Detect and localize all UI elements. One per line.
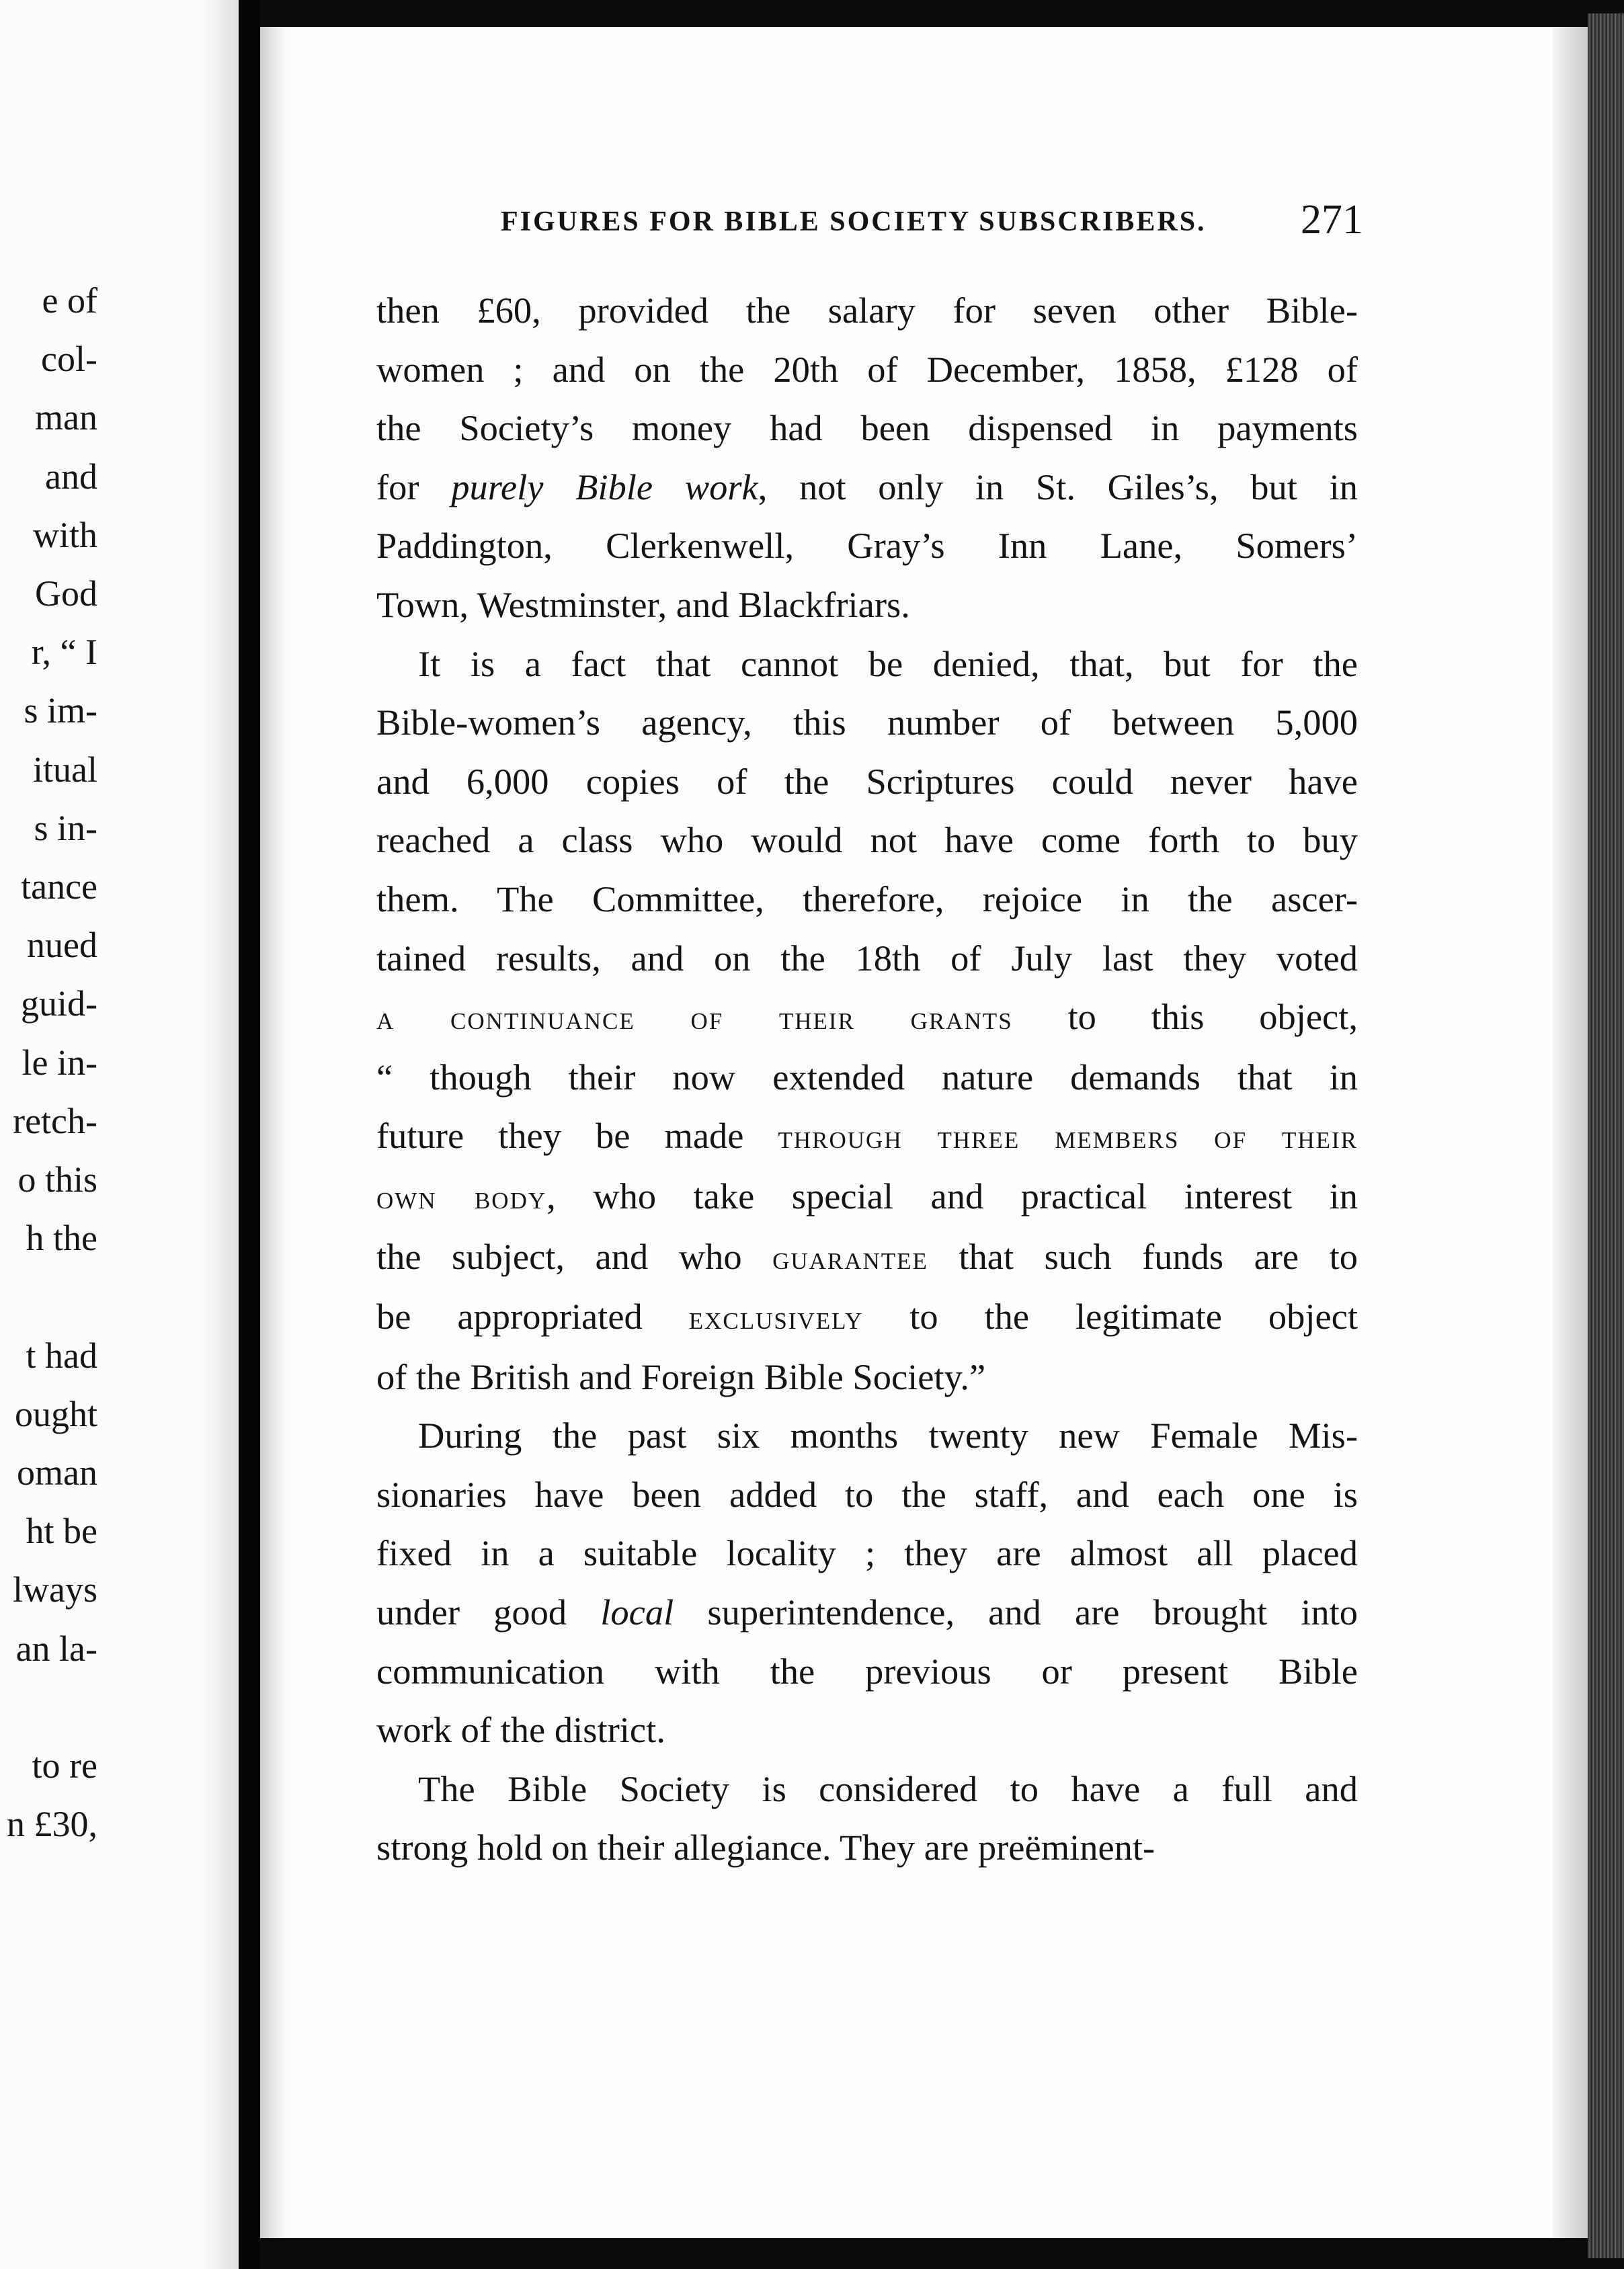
text-line: It is a fact that cannot be denied, that, but for the xyxy=(418,643,1358,684)
text-line: tained results, and on the 18th of July last they voted xyxy=(376,937,1358,979)
text-line: communication with the previous or present Bible xyxy=(376,1650,1358,1692)
paragraph xyxy=(376,1760,1358,1877)
left-page-fragment: s im- xyxy=(24,690,97,731)
page-inner-shadow xyxy=(260,27,287,2238)
text-line: under good local superintendence, and are brought into xyxy=(376,1592,1358,1633)
left-page-fragment: col- xyxy=(41,339,97,380)
left-page-fragment: tance xyxy=(21,866,97,907)
text-line: own body, who take special and practical interest in xyxy=(376,1175,1358,1216)
left-page-fragment: to re xyxy=(32,1745,97,1786)
left-page-fragment: retch- xyxy=(13,1100,97,1141)
paragraph xyxy=(376,634,1358,1407)
left-page-fragment: guid- xyxy=(21,983,97,1024)
text-line: fixed in a suitable locality ; they are almost all placed xyxy=(376,1532,1358,1574)
text-line: the subject, and who guarantee that such funds are to xyxy=(376,1235,1358,1277)
left-page-fragment: n £30, xyxy=(7,1804,97,1845)
body-text xyxy=(376,281,1358,1877)
left-page-fragment: with xyxy=(32,514,97,555)
text-line: and 6,000 copies of the Scriptures could never have xyxy=(376,760,1358,802)
text-line: a continuance of their grants to this object, xyxy=(376,996,1358,1038)
text-line: The Bible Society is considered to have a full and xyxy=(418,1768,1358,1809)
text-line: of the British and Foreign Bible Society.” xyxy=(376,1356,986,1397)
text-line: Bible-women’s agency, this number of between 5,000 xyxy=(376,702,1358,743)
text-line: for purely Bible work, not only in St. Giles’s, but in xyxy=(376,466,1358,507)
left-page-fragment: o this xyxy=(17,1159,97,1200)
left-page xyxy=(0,0,239,2269)
left-page-text-fragments xyxy=(0,0,101,2269)
text-line: then £60, provided the salary for seven other Bible- xyxy=(376,290,1358,331)
text-line: Paddington, Clerkenwell, Gray’s Inn Lane, Somers’ xyxy=(376,525,1358,567)
left-page-fragment: le in- xyxy=(22,1042,97,1083)
page-stack-edge xyxy=(1588,13,1624,2258)
text-line: During the past six months twenty new Female Mis- xyxy=(418,1415,1358,1456)
text-line: reached a class who would not have come forth to buy xyxy=(376,819,1358,861)
text-line: work of the district. xyxy=(376,1709,665,1751)
left-page-fragment: nued xyxy=(27,925,97,966)
text-line: “ though their now extended nature demands that in xyxy=(376,1056,1358,1098)
text-line: sionaries have been added to the staff, and each one is xyxy=(376,1473,1358,1515)
left-page-fragment: ought xyxy=(14,1393,97,1434)
left-page-fragment: an la- xyxy=(15,1628,97,1669)
paragraph xyxy=(376,1406,1358,1760)
left-page-fragment: h the xyxy=(26,1218,97,1259)
left-page-fragment: t had xyxy=(26,1335,97,1376)
text-line: be appropriated exclusively to the legitimate object xyxy=(376,1296,1358,1337)
left-page-fragment: lways xyxy=(13,1569,97,1610)
left-page-fragment: and xyxy=(45,456,97,497)
paragraph xyxy=(376,281,1358,634)
left-page-fragment: God xyxy=(35,573,97,614)
text-line: them. The Committee, therefore, rejoice in the ascer- xyxy=(376,878,1358,919)
running-head: FIGURES FOR BIBLE SOCIETY SUBSCRIBERS. xyxy=(501,206,1207,237)
text-line: women ; and on the 20th of December, 1858, £128 of xyxy=(376,348,1358,390)
left-page-fragment: man xyxy=(35,397,97,438)
text-line: strong hold on their allegiance. They are preëminent- xyxy=(376,1827,1155,1868)
left-page-fragment: ht be xyxy=(26,1511,97,1552)
page-edge xyxy=(1553,27,1588,2238)
page-number: 271 xyxy=(1301,197,1363,243)
left-page-fragment: itual xyxy=(33,749,97,790)
text-line: Town, Westminster, and Blackfriars. xyxy=(376,583,910,625)
text-line: the Society’s money had been dispensed in payments xyxy=(376,407,1358,449)
text-line: future they be made through three members of their xyxy=(376,1115,1358,1157)
left-page-fragment: r, “ I xyxy=(31,632,97,673)
left-page-fragment: s in- xyxy=(34,807,97,848)
left-page-shadow xyxy=(202,0,242,2269)
left-page-fragment: oman xyxy=(17,1452,97,1493)
book-gutter xyxy=(239,0,260,2269)
left-page-fragment: e of xyxy=(42,280,97,321)
